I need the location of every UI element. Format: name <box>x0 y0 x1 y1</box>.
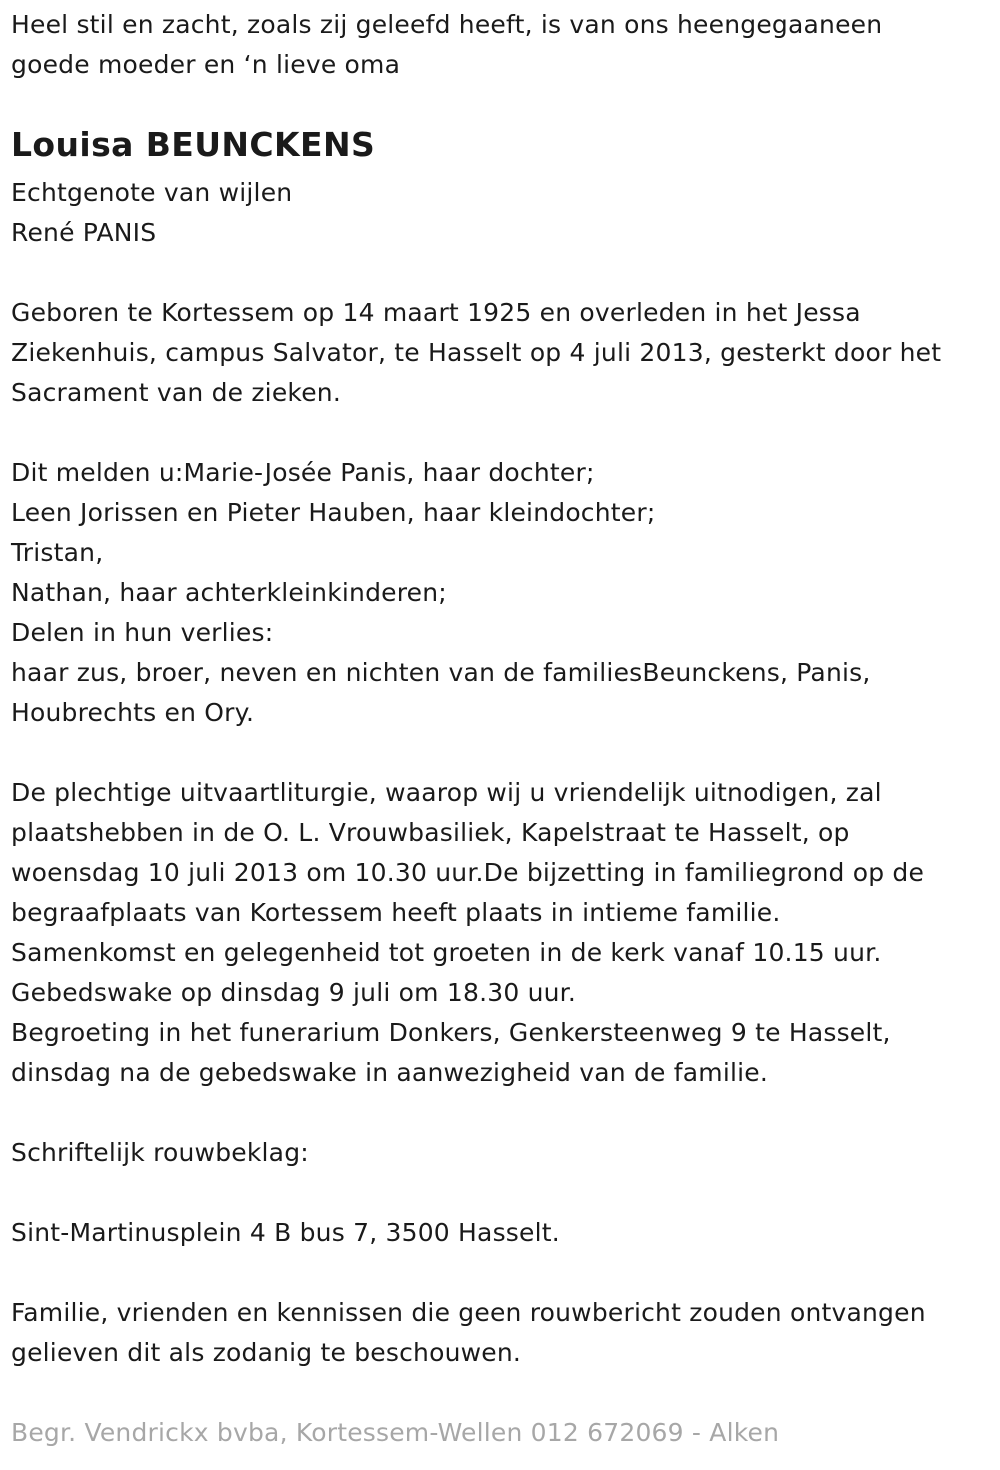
condolence-address: Sint-Martinusplein 4 B bus 7, 3500 Hasselt. <box>11 1218 560 1247</box>
intro-line-2: goede moeder en ‘n lieve oma <box>11 50 401 79</box>
family-line-6: haar zus, broer, neven en nichten van de familiesBeunckens, Panis, <box>11 658 871 687</box>
family-line-2: Leen Jorissen en Pieter Hauben, haar kleindochter; <box>11 498 656 527</box>
family-line-5: Delen in hun verlies: <box>11 618 274 647</box>
ceremony-line-6: Gebedswake op dinsdag 9 juli om 18.30 uur. <box>11 978 576 1007</box>
birth-death-line-1: Geboren te Kortessem op 14 maart 1925 en overleden in het Jessa <box>11 298 861 327</box>
deceased-name: Louisa BEUNCKENS <box>11 125 376 164</box>
birth-death-line-3: Sacrament van de zieken. <box>11 378 341 407</box>
ceremony-line-1: De plechtige uitvaartliturgie, waarop wij u vriendelijk uitnodigen, zal <box>11 778 882 807</box>
ceremony-line-3: woensdag 10 juli 2013 om 10.30 uur.De bijzetting in familiegrond op de <box>11 858 925 887</box>
ceremony-line-8: dinsdag na de gebedswake in aanwezigheid van de familie. <box>11 1058 768 1087</box>
ceremony-line-2: plaatshebben in de O. L. Vrouwbasiliek, Kapelstraat te Hasselt, op <box>11 818 850 847</box>
family-line-3: Tristan, <box>11 538 104 567</box>
closing-line-2: gelieven dit als zodanig te beschouwen. <box>11 1338 522 1367</box>
family-line-4: Nathan, haar achterkleinkinderen; <box>11 578 447 607</box>
spouse-line-2: René PANIS <box>11 218 157 247</box>
ceremony-line-5: Samenkomst en gelegenheid tot groeten in de kerk vanaf 10.15 uur. <box>11 938 882 967</box>
spouse-line-1: Echtgenote van wijlen <box>11 178 293 207</box>
funeral-home-footer: Begr. Vendrickx bvba, Kortessem-Wellen 012 672069 - Alken <box>11 1418 780 1447</box>
family-line-7: Houbrechts en Ory. <box>11 698 255 727</box>
ceremony-line-7: Begroeting in het funerarium Donkers, Genkersteenweg 9 te Hasselt, <box>11 1018 891 1047</box>
condolence-label: Schriftelijk rouwbeklag: <box>11 1138 309 1167</box>
ceremony-line-4: begraafplaats van Kortessem heeft plaats in intieme familie. <box>11 898 781 927</box>
intro-line-1: Heel stil en zacht, zoals zij geleefd heeft, is van ons heengegaaneen <box>11 10 883 39</box>
birth-death-line-2: Ziekenhuis, campus Salvator, te Hasselt op 4 juli 2013, gesterkt door het <box>11 338 942 367</box>
family-line-1: Dit melden u:Marie-Josée Panis, haar dochter; <box>11 458 595 487</box>
closing-line-1: Familie, vrienden en kennissen die geen rouwbericht zouden ontvangen <box>11 1298 926 1327</box>
